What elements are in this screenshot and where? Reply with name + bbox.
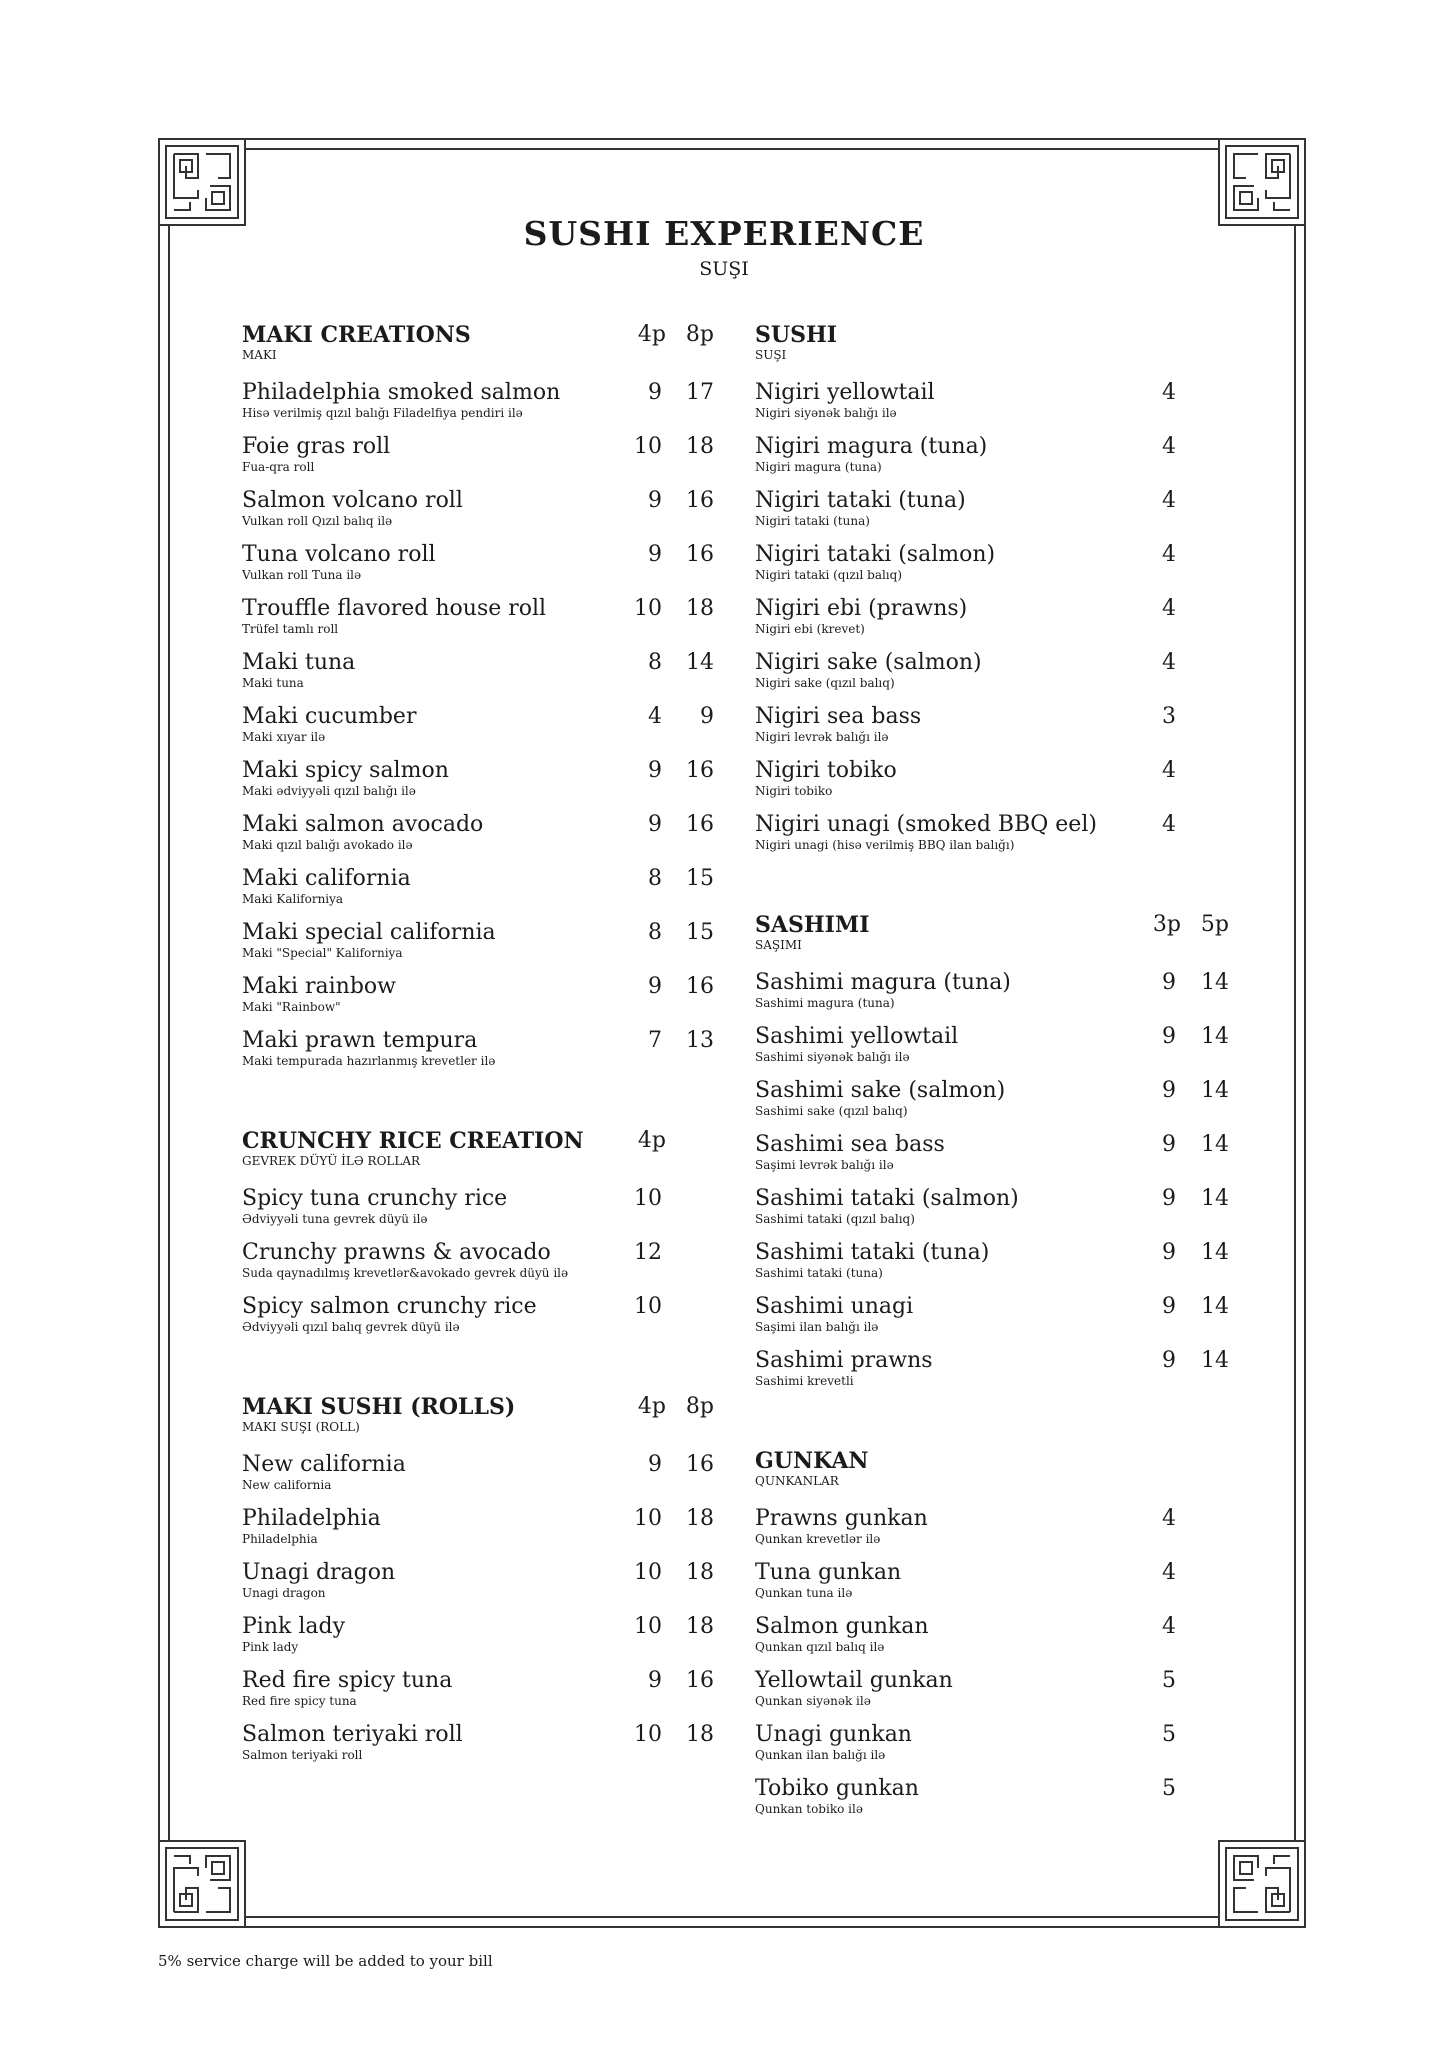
section-portion-label: 8p (685, 1394, 714, 1419)
menu-item (242, 1028, 714, 1082)
menu-item-price: 9 (1162, 1240, 1176, 1265)
section-portion-label: 4p (637, 1394, 666, 1419)
menu-item-price: 16 (686, 974, 714, 999)
menu-item-translation: Nigiri tataki (tuna) (755, 514, 870, 528)
menu-item-price: 5 (1162, 1776, 1176, 1801)
menu-item-translation: Maki tempurada hazırlanmış krevetler ilə (242, 1054, 496, 1068)
menu-item-name: Prawns gunkan (755, 1506, 928, 1531)
menu-item (242, 380, 714, 434)
menu-item-price: 4 (1162, 1506, 1176, 1531)
menu-item-translation: Maki Kaliforniya (242, 892, 344, 906)
menu-item-translation: Trüfel tamlı roll (242, 622, 339, 636)
menu-item-translation: Nigiri magura (tuna) (755, 460, 882, 474)
menu-item (242, 1614, 714, 1668)
menu-item-price: 10 (634, 434, 662, 459)
menu-item-translation: Sashimi tataki (tuna) (755, 1266, 883, 1280)
menu-item-translation: Maki qızıl balığı avokado ilə (242, 838, 413, 852)
section-header (755, 322, 1229, 380)
menu-section (242, 322, 714, 1082)
section-items (242, 380, 714, 1082)
menu-item-name: Nigiri sea bass (755, 704, 922, 729)
menu-item-translation: Maki tuna (242, 676, 304, 690)
section-header (242, 1394, 714, 1452)
menu-item-name: Unagi dragon (242, 1560, 396, 1585)
menu-section (242, 1394, 714, 1776)
menu-item-price: 14 (1201, 1186, 1229, 1211)
menu-item-price: 9 (648, 1452, 662, 1477)
section-title: SUSHI (755, 322, 838, 348)
menu-item-price: 4 (1162, 596, 1176, 621)
menu-item-translation: Nigiri sake (qızıl balıq) (755, 676, 895, 690)
section-portion-label: 4p (637, 322, 666, 347)
section-items (755, 970, 1229, 1402)
menu-item (242, 1560, 714, 1614)
menu-item (242, 434, 714, 488)
menu-item-name: Foie gras roll (242, 434, 391, 459)
corner-ornament-icon (158, 1840, 246, 1928)
menu-item (755, 1776, 1229, 1830)
menu-item-price: 10 (634, 1186, 662, 1211)
menu-item-translation: New california (242, 1478, 332, 1492)
menu-item (242, 758, 714, 812)
menu-item (242, 1186, 714, 1240)
menu-item (755, 970, 1229, 1024)
menu-item-price: 14 (1201, 1078, 1229, 1103)
section-header (242, 1128, 714, 1186)
menu-item-price: 18 (686, 1560, 714, 1585)
menu-item-name: Maki cucumber (242, 704, 417, 729)
menu-item-name: Sashimi sea bass (755, 1132, 945, 1157)
menu-item-translation: Vulkan roll Qızıl balıq ilə (242, 514, 393, 528)
menu-item-price: 9 (648, 758, 662, 783)
menu-item-translation: Sashimi krevetli (755, 1374, 854, 1388)
menu-item-price: 9 (700, 704, 714, 729)
menu-item-name: Spicy salmon crunchy rice (242, 1294, 537, 1319)
section-subtitle: MAKI (242, 348, 277, 362)
menu-item-translation: Sashimi sake (qızıl balıq) (755, 1104, 908, 1118)
menu-item-price: 10 (634, 1614, 662, 1639)
menu-item (755, 704, 1229, 758)
menu-item-translation: Qunkan krevetlər ilə (755, 1532, 881, 1546)
menu-item-translation: Qunkan ilan balığı ilə (755, 1748, 886, 1762)
menu-item (242, 488, 714, 542)
menu-item (242, 866, 714, 920)
menu-item-name: Sashimi yellowtail (755, 1024, 959, 1049)
menu-item (242, 1506, 714, 1560)
menu-item-price: 10 (634, 1506, 662, 1531)
menu-item (755, 1668, 1229, 1722)
menu-item-translation: Nigiri tataki (qızıl balıq) (755, 568, 903, 582)
section-portion-label: 5p (1200, 912, 1229, 937)
menu-item-name: Trouffle flavored house roll (242, 596, 547, 621)
menu-item-name: Nigiri yellowtail (755, 380, 935, 405)
menu-item-name: Maki special california (242, 920, 496, 945)
menu-item (242, 1668, 714, 1722)
menu-item (755, 1506, 1229, 1560)
menu-item-price: 8 (648, 866, 662, 891)
section-portion-label: 4p (637, 1128, 666, 1153)
menu-item-translation: Maki "Rainbow" (242, 1000, 341, 1014)
menu-item-name: Sashimi unagi (755, 1294, 914, 1319)
menu-item-translation: Unagi dragon (242, 1586, 326, 1600)
menu-item-translation: Ədviyyəli qızıl balıq gevrek düyü ilə (242, 1320, 460, 1334)
menu-item (755, 1560, 1229, 1614)
right-column (755, 322, 1229, 1876)
menu-item-translation: Salmon teriyaki roll (242, 1748, 363, 1762)
menu-item-price: 9 (1162, 1348, 1176, 1373)
menu-item-price: 8 (648, 650, 662, 675)
menu-item-price: 4 (1162, 812, 1176, 837)
menu-item-name: Maki california (242, 866, 411, 891)
menu-item-translation: Maki "Special" Kaliforniya (242, 946, 403, 960)
section-items (242, 1186, 714, 1348)
menu-item-translation: Suda qaynadılmış krevetlər&avokado gevrek düyü ilə (242, 1266, 569, 1280)
menu-item-price: 18 (686, 596, 714, 621)
menu-item-name: Nigiri tataki (salmon) (755, 542, 996, 567)
menu-item (755, 1078, 1229, 1132)
menu-item-translation: Qunkan siyənək ilə (755, 1694, 871, 1708)
menu-item (755, 1240, 1229, 1294)
menu-item-translation: Nigiri ebi (krevet) (755, 622, 865, 636)
menu-item-price: 16 (686, 812, 714, 837)
menu-item (755, 758, 1229, 812)
menu-item-translation: Vulkan roll Tuna ilə (242, 568, 362, 582)
menu-item (755, 1024, 1229, 1078)
section-portion-label: 8p (685, 322, 714, 347)
menu-item-price: 4 (1162, 488, 1176, 513)
menu-item-price: 15 (686, 920, 714, 945)
menu-item-translation: Qunkan qızıl balıq ilə (755, 1640, 885, 1654)
menu-section (755, 912, 1229, 1402)
menu-item (242, 974, 714, 1028)
menu-item-name: Maki spicy salmon (242, 758, 449, 783)
menu-item-price: 4 (1162, 650, 1176, 675)
menu-item-name: Salmon teriyaki roll (242, 1722, 463, 1747)
menu-item-name: Crunchy prawns & avocado (242, 1240, 551, 1265)
menu-item-name: Sashimi tataki (salmon) (755, 1186, 1019, 1211)
menu-item-name: Philadelphia (242, 1506, 381, 1531)
menu-item-price: 13 (686, 1028, 714, 1053)
menu-item-price: 4 (1162, 434, 1176, 459)
section-header (755, 1448, 1229, 1506)
menu-item-price: 9 (648, 974, 662, 999)
menu-item-translation: Nigiri levrək balığı ilə (755, 730, 889, 744)
menu-item (242, 704, 714, 758)
menu-item (755, 542, 1229, 596)
menu-item-price: 18 (686, 1506, 714, 1531)
menu-item-price: 7 (648, 1028, 662, 1053)
menu-item-price: 9 (1162, 1132, 1176, 1157)
menu-item (755, 1614, 1229, 1668)
menu-item (755, 1348, 1229, 1402)
menu-item-name: Red fire spicy tuna (242, 1668, 453, 1693)
corner-ornament-icon (1218, 138, 1306, 226)
menu-item-price: 14 (1201, 970, 1229, 995)
menu-item-price: 16 (686, 758, 714, 783)
menu-item-name: Maki tuna (242, 650, 356, 675)
menu-item-price: 9 (648, 380, 662, 405)
menu-section (755, 322, 1229, 866)
menu-item-translation: Saşimi ilan balığı ilə (755, 1320, 879, 1334)
menu-item-price: 5 (1162, 1668, 1176, 1693)
menu-item-price: 18 (686, 1614, 714, 1639)
menu-item-name: Salmon volcano roll (242, 488, 463, 513)
menu-item-price: 4 (1162, 1560, 1176, 1585)
menu-item-name: Nigiri ebi (prawns) (755, 596, 968, 621)
menu-item-name: Sashimi sake (salmon) (755, 1078, 1006, 1103)
menu-item (242, 1240, 714, 1294)
menu-item-translation: Sashimi magura (tuna) (755, 996, 895, 1010)
menu-item-name: Tuna volcano roll (242, 542, 436, 567)
section-subtitle: SAŞIMI (755, 938, 802, 952)
menu-item-price: 16 (686, 1452, 714, 1477)
menu-item-translation: Nigiri siyənək balığı ilə (755, 406, 897, 420)
menu-item (755, 488, 1229, 542)
section-subtitle: SUŞI (755, 348, 787, 362)
menu-item-name: Maki rainbow (242, 974, 396, 999)
menu-item-price: 10 (634, 1560, 662, 1585)
menu-item (755, 1186, 1229, 1240)
menu-item-price: 16 (686, 488, 714, 513)
section-title: SASHIMI (755, 912, 870, 938)
menu-item (755, 596, 1229, 650)
section-subtitle: QUNKANLAR (755, 1474, 839, 1488)
menu-item-price: 3 (1162, 704, 1176, 729)
menu-item-price: 8 (648, 920, 662, 945)
section-title: MAKI SUSHI (ROLLS) (242, 1394, 516, 1420)
menu-item-name: New california (242, 1452, 406, 1477)
menu-item-price: 18 (686, 434, 714, 459)
menu-item (755, 380, 1229, 434)
menu-item-price: 14 (1201, 1024, 1229, 1049)
menu-item-translation: Red fire spicy tuna (242, 1694, 357, 1708)
corner-ornament-icon (158, 138, 246, 226)
menu-item-translation: Pink lady (242, 1640, 299, 1654)
menu-item-price: 9 (1162, 1024, 1176, 1049)
menu-item-price: 4 (1162, 542, 1176, 567)
menu-item-price: 15 (686, 866, 714, 891)
menu-item-price: 9 (1162, 1078, 1176, 1103)
menu-item (755, 1722, 1229, 1776)
menu-item (242, 1294, 714, 1348)
menu-item-name: Maki salmon avocado (242, 812, 484, 837)
menu-item-translation: Qunkan tuna ilə (755, 1586, 853, 1600)
section-title: GUNKAN (755, 1448, 869, 1474)
section-portion-label: 3p (1152, 912, 1181, 937)
menu-item (242, 1722, 714, 1776)
menu-item-price: 4 (1162, 380, 1176, 405)
menu-item-name: Sashimi tataki (tuna) (755, 1240, 990, 1265)
left-column (242, 322, 714, 1822)
menu-item-price: 14 (686, 650, 714, 675)
menu-item-translation: Saşimi levrək balığı ilə (755, 1158, 894, 1172)
menu-item-price: 12 (634, 1240, 662, 1265)
section-title: CRUNCHY RICE CREATION (242, 1128, 584, 1154)
menu-item-translation: Hisə verilmiş qızıl balığı Filadelfiya pendiri ilə (242, 406, 523, 420)
menu-item-translation: Fua-qra roll (242, 460, 315, 474)
menu-item-name: Salmon gunkan (755, 1614, 929, 1639)
menu-item-translation: Nigiri unagi (hisə verilmiş BBQ ilan balığı) (755, 838, 1015, 852)
service-charge-note: 5% service charge will be added to your bill (158, 1952, 493, 1970)
menu-item (242, 650, 714, 704)
menu-item-price: 14 (1201, 1294, 1229, 1319)
menu-item-name: Pink lady (242, 1614, 345, 1639)
menu-item-name: Tuna gunkan (755, 1560, 902, 1585)
menu-item-price: 9 (648, 488, 662, 513)
menu-section (755, 1448, 1229, 1830)
menu-item (755, 812, 1229, 866)
menu-item-translation: Sashimi siyənək balığı ilə (755, 1050, 910, 1064)
page-title: SUSHI EXPERIENCE (523, 214, 925, 253)
menu-item-name: Nigiri magura (tuna) (755, 434, 988, 459)
page-subtitle: SUŞI (699, 258, 749, 280)
section-items (755, 1506, 1229, 1830)
section-header (242, 322, 714, 380)
menu-item-name: Nigiri tataki (tuna) (755, 488, 966, 513)
menu-item-price: 9 (1162, 1294, 1176, 1319)
menu-item-price: 18 (686, 1722, 714, 1747)
menu-item-price: 9 (648, 1668, 662, 1693)
menu-item-price: 14 (1201, 1240, 1229, 1265)
menu-item (242, 542, 714, 596)
menu-item (755, 650, 1229, 704)
menu-item-name: Nigiri sake (salmon) (755, 650, 982, 675)
menu-item-name: Tobiko gunkan (755, 1776, 919, 1801)
menu-item-translation: Philadelphia (242, 1532, 318, 1546)
section-items (242, 1452, 714, 1776)
menu-item-name: Nigiri unagi (smoked BBQ eel) (755, 812, 1097, 837)
menu-item-name: Spicy tuna crunchy rice (242, 1186, 508, 1211)
menu-item (755, 1132, 1229, 1186)
menu-section (242, 1128, 714, 1348)
section-title: MAKI CREATIONS (242, 322, 471, 348)
section-subtitle: MAKI SUŞI (ROLL) (242, 1420, 360, 1434)
section-header (755, 912, 1229, 970)
menu-item-translation: Maki xıyar ilə (242, 730, 326, 744)
menu-item-translation: Ədviyyəli tuna gevrek düyü ilə (242, 1212, 428, 1226)
menu-item-name: Unagi gunkan (755, 1722, 912, 1747)
menu-item-price: 4 (1162, 758, 1176, 783)
menu-item-name: Nigiri tobiko (755, 758, 897, 783)
menu-item-translation: Sashimi tataki (qızıl balıq) (755, 1212, 915, 1226)
corner-ornament-icon (1218, 1840, 1306, 1928)
menu-item-name: Yellowtail gunkan (755, 1668, 953, 1693)
menu-item (755, 434, 1229, 488)
menu-item (242, 812, 714, 866)
menu-item (242, 920, 714, 974)
menu-item-price: 16 (686, 542, 714, 567)
menu-item-price: 14 (1201, 1348, 1229, 1373)
menu-item-price: 4 (1162, 1614, 1176, 1639)
menu-item-price: 10 (634, 596, 662, 621)
menu-item-price: 10 (634, 1722, 662, 1747)
menu-item (755, 1294, 1229, 1348)
menu-item-price: 14 (1201, 1132, 1229, 1157)
menu-item-price: 9 (648, 542, 662, 567)
menu-item-price: 9 (1162, 1186, 1176, 1211)
menu-item (242, 1452, 714, 1506)
menu-item-translation: Maki ədviyyəli qızıl balığı ilə (242, 784, 416, 798)
menu-item-price: 16 (686, 1668, 714, 1693)
menu-item-name: Philadelphia smoked salmon (242, 380, 561, 405)
menu-item-name: Maki prawn tempura (242, 1028, 478, 1053)
menu-item (242, 596, 714, 650)
menu-item-name: Sashimi prawns (755, 1348, 933, 1373)
menu-item-price: 17 (686, 380, 714, 405)
menu-item-translation: Nigiri tobiko (755, 784, 833, 798)
menu-item-price: 5 (1162, 1722, 1176, 1747)
menu-item-price: 10 (634, 1294, 662, 1319)
menu-item-translation: Qunkan tobiko ilə (755, 1802, 863, 1816)
menu-item-price: 4 (648, 704, 662, 729)
menu-item-price: 9 (1162, 970, 1176, 995)
menu-item-name: Sashimi magura (tuna) (755, 970, 1011, 995)
menu-item-price: 9 (648, 812, 662, 837)
section-items (755, 380, 1229, 866)
section-subtitle: GEVREK DÜYÜ İLƏ ROLLAR (242, 1154, 421, 1168)
